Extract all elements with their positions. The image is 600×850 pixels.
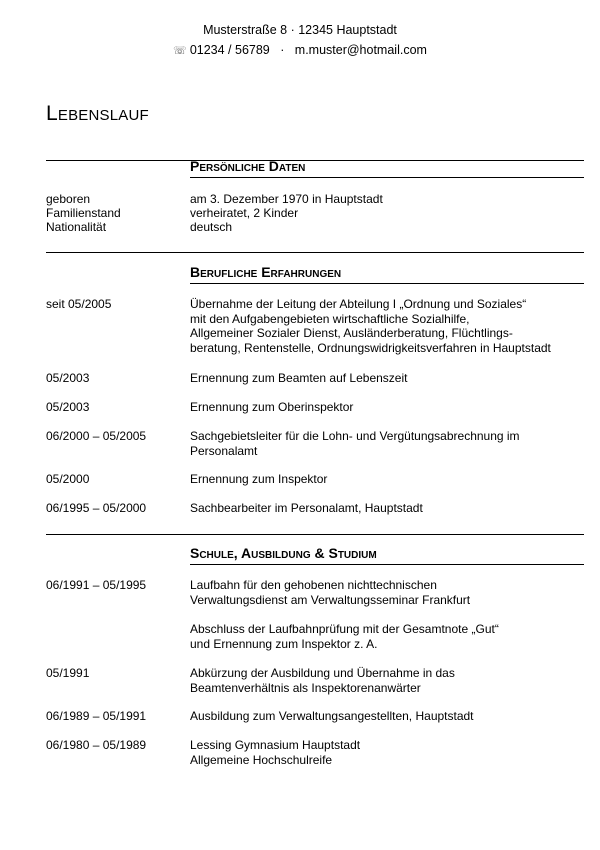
row-text: deutsch bbox=[190, 220, 233, 234]
row-label: 05/2003 bbox=[46, 400, 90, 414]
row-label: 05/1991 bbox=[46, 666, 90, 680]
section-heading-work: Berufliche Erfahrungen bbox=[190, 264, 584, 284]
row-text: Lessing Gymnasium Hauptstadt Allgemeine Hochschulreife bbox=[190, 738, 361, 767]
row-text: am 3. Dezember 1970 in Hauptstadt bbox=[190, 192, 383, 206]
address-line bbox=[0, 23, 600, 37]
email[interactable]: m.muster@hotmail.com bbox=[294, 43, 427, 57]
row-text: Abschluss der Laufbahnprüfung mit der Gesamtnote „Gut“ und Ernennung zum Inspektor z. A. bbox=[190, 622, 499, 651]
section-heading-personal: Persönliche Daten bbox=[190, 158, 584, 178]
row-text: Ernennung zum Oberinspektor bbox=[190, 400, 354, 414]
row-text: Abkürzung der Ausbildung und Übernahme in das Beamtenverhältnis als Inspektorenanwärter bbox=[190, 666, 455, 695]
row-text: Übernahme der Leitung der Abteilung I „Ordnung und Soziales“ mit den Aufgabengebieten wirtschaftliche Sozialhilfe, Allgemeiner Sozialer Dienst, Ausländerberatung, Flüchtlings- beratung, Rentenstelle, Ordnungswidrigkeitsverfahren in Hauptstadt bbox=[190, 297, 551, 355]
section-divider bbox=[46, 252, 584, 253]
row-text: Sachbearbeiter im Personalamt, Hauptstadt bbox=[190, 501, 423, 515]
row-label: seit 05/2005 bbox=[46, 297, 112, 311]
row-text: Ernennung zum Beamten auf Lebenszeit bbox=[190, 371, 408, 385]
row-text: Ernennung zum Inspektor bbox=[190, 472, 328, 486]
phone-icon: ☏ bbox=[173, 45, 187, 57]
row-label: Familienstand bbox=[46, 206, 121, 220]
section-heading-education: Schule, Ausbildung & Studium bbox=[190, 545, 584, 565]
phone-number: 01234 / 56789 bbox=[189, 43, 270, 57]
row-text: Laufbahn für den gehobenen nichttechnischen Verwaltungsdienst am Verwaltungsseminar Frankfurt bbox=[190, 578, 471, 607]
row-text: Sachgebietsleiter für die Lohn- und Vergütungsabrechnung im Personalamt bbox=[190, 429, 520, 458]
page-title: Lebenslauf bbox=[46, 102, 149, 125]
contact-line bbox=[0, 43, 600, 57]
row-text: Ausbildung zum Verwaltungsangestellten, Hauptstadt bbox=[190, 709, 474, 723]
contact-separator: · bbox=[280, 43, 285, 57]
row-label: 06/1995 – 05/2000 bbox=[46, 501, 147, 515]
section-divider bbox=[46, 534, 584, 535]
row-label: 05/2000 bbox=[46, 472, 90, 486]
row-label: 06/1989 – 05/1991 bbox=[46, 709, 147, 723]
row-label: 05/2003 bbox=[46, 371, 90, 385]
row-label: 06/1991 – 05/1995 bbox=[46, 578, 147, 592]
row-text: verheiratet, 2 Kinder bbox=[190, 206, 299, 220]
row-label: 06/2000 – 05/2005 bbox=[46, 429, 147, 443]
address: Musterstraße 8 · 12345 Hauptstadt bbox=[203, 23, 397, 37]
row-label: geboren bbox=[46, 192, 91, 206]
row-label: Nationalität bbox=[46, 220, 107, 234]
row-label: 06/1980 – 05/1989 bbox=[46, 738, 147, 752]
